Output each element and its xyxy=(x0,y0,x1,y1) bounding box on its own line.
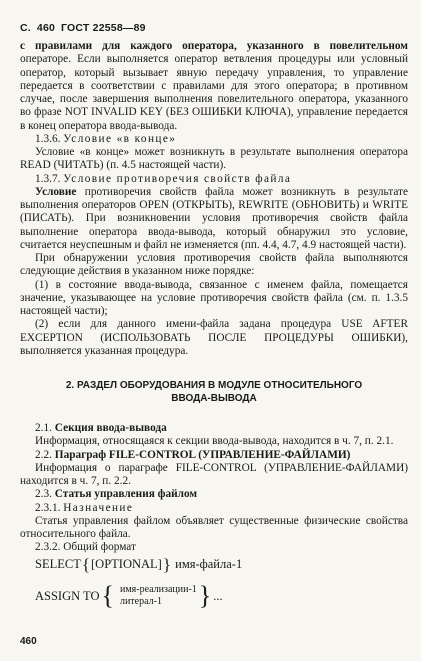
format-assign-keyword: ASSIGN TO xyxy=(35,588,100,603)
section-2-title: 2. РАЗДЕЛ ОБОРУДОВАНИЯ В МОДУЛЕ ОТНОСИТЕЛЬНОГО ВВОДА-ВЫВОДА xyxy=(65,380,363,404)
format-choice-1: имя-реализации-1 xyxy=(119,583,197,595)
format-optional: [OPTIONAL] xyxy=(91,556,162,571)
format-choice-right-brace: } xyxy=(198,580,212,610)
format-left-brace: { xyxy=(81,554,91,574)
section-1-3-7-heading: 1.3.7. Условие противоречия свойств файла xyxy=(35,172,292,185)
header-standard: ГОСТ 22558—89 xyxy=(61,22,146,34)
section-2-1-heading: 2.1. Секция ввода-вывода xyxy=(35,422,167,434)
section-1-3-6-heading: 1.3.6. Условие «в конце» xyxy=(35,132,177,145)
page-header xyxy=(20,22,152,34)
section-2-3-1-heading: 2.3.1. Назначение xyxy=(35,501,134,514)
format-select-keyword: SELECT xyxy=(35,556,81,571)
section-2-1-text: Информация, относящаяся к секции ввода-вывода, находится в ч. 7, п. 2.1. xyxy=(35,435,394,448)
section-2-3-heading: 2.3. Статья управления файлом xyxy=(35,488,198,501)
header-prefix: С. xyxy=(20,22,31,34)
page-footer-number: 460 xyxy=(20,636,37,647)
format-choice-left-brace: { xyxy=(101,580,114,610)
section-2-2-heading: 2.2. Параграф FILE-CONTROL (УПРАВЛЕНИЕ-ФАЙЛАМИ) xyxy=(35,448,351,461)
format-file-name: имя-файла-1 xyxy=(175,556,243,571)
list-item-2: (2) если для данного имени-файла задана процедура USE AFTER EXCEPTION (ИСПОЛЬЗОВАТЬ ПОСЛЕ ПРОЦЕДУРЫ ОШИБКИ), выполняется указанная процедура. xyxy=(20,318,408,357)
paragraph-continuation: с правилами для каждого оператора, указанного в повелительном операторе. Если выполняется оператор ветвления процедуры или условный оператор, который вызывает явную передачу управления, то управление передается в соответствии с правилами для этого оператора; в противном случае, после завершения выполнения повелительного оператора, указанного во фразе NOT INVALID KEY (БЕЗ ОШИБКИ КЛЮЧА), управление передается в конец оператора ввода-вывода. xyxy=(20,40,408,132)
format-choices xyxy=(120,584,197,608)
format-right-brace: } xyxy=(162,554,172,574)
section-2-3-1-text: Статья управления файлом объявляет существенные физические свойства относительного файла. xyxy=(20,514,408,540)
format-ellipsis: ... xyxy=(213,588,223,603)
page-body xyxy=(20,40,408,608)
format-choice-2: литерал-1 xyxy=(119,595,162,607)
list-item-1: (1) в состояние ввода-вывода, связанное с именем файла, помещается значение, указывающее на условие противоречия свойств файла (см. п. 1.3.5 настоящей части); xyxy=(20,278,408,317)
section-2-2-text: Информация о параграфе FILE-CONTROL (УПРАВЛЕНИЕ-ФАЙЛАМИ) находится в ч. 7, п. 2.2. xyxy=(20,461,408,487)
section-1-3-6-text: Условие «в конце» может возникнуть в результате выполнения оператора READ (ЧИТАТЬ) (п. 4.5 настоящей части). xyxy=(20,146,408,172)
format-assign-line xyxy=(20,580,408,610)
format-select-line xyxy=(20,554,408,574)
section-1-3-7-text: Условие противоречия свойств файла может возникнуть в результате выполнения операторов OPEN (ОТКРЫТЬ), REWRITE (ОБНОВИТЬ) и WRITE (ПИСАТЬ). При возникновении условия противоречия свойств файла выполнение оператора ввода-вывода, который обнаружил это условие, считается неуспешным и файл не изменяется (пп. 4.4, 4.7, 4.9 настоящей части). xyxy=(20,185,408,251)
header-page-number: 460 xyxy=(36,22,56,34)
section-2-3-2-heading: 2.3.2. Общий формат xyxy=(35,541,136,554)
paragraph-detect: При обнаружении условия противоречия свойств файла выполняются следующие действия в указанном ниже порядке: xyxy=(20,252,408,278)
